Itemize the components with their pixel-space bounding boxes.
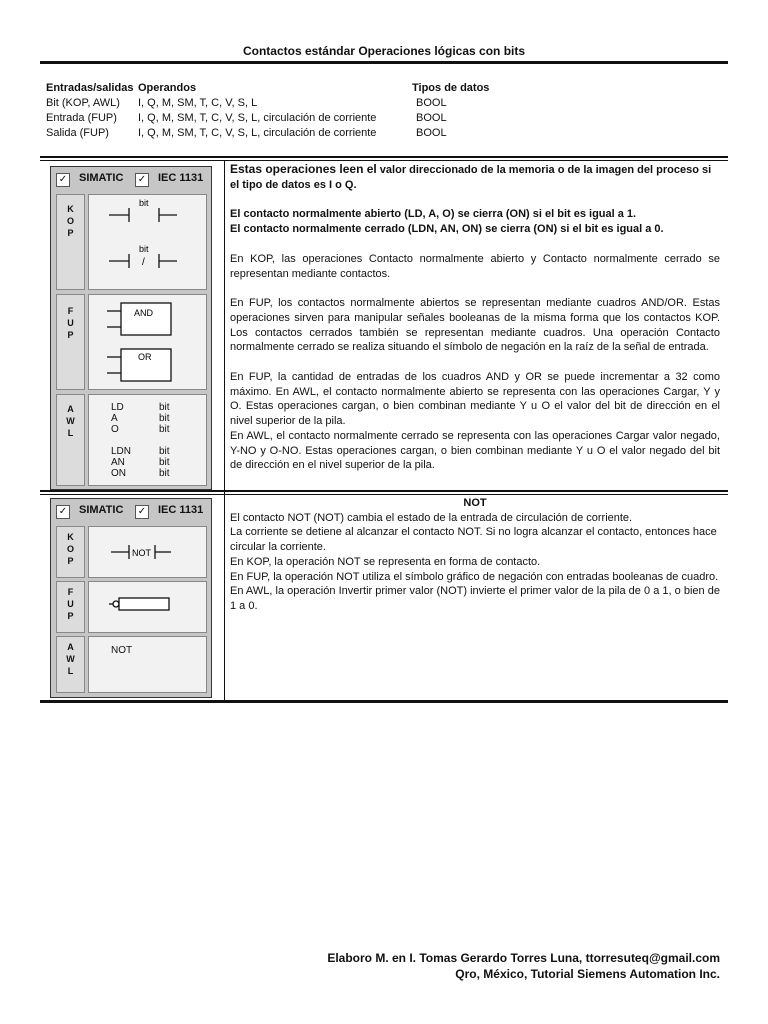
fup-label (56, 294, 85, 390)
fup-paragraph: En FUP, los contactos normalmente abiertos se representan mediante cuadros AND/OR. Estas operaciones sirven para manipular señales booleanas de la misma forma que los contactos KOP. Los contactos cerrados también se representan mediante cuadros. Una operación Contacto normalmente cerrado se realiza situando el símbolo de negación en la raíz de la señal de entrada. (230, 297, 720, 354)
not-p5: En AWL, la operación Invertir primer valor (NOT) invierte el primer valor de la pila de 0 a 1, o bien de 1 a 0. (230, 585, 720, 612)
row-type: BOOL (416, 112, 447, 124)
awl-letter: A (67, 404, 74, 414)
section1-top-rule-thin (40, 160, 728, 161)
section1-top-rule (40, 156, 728, 158)
header-operands: Operandos (138, 82, 197, 94)
fup-diagram (88, 294, 207, 390)
fup-letter: U (67, 599, 74, 609)
awl-operand: bit (159, 424, 170, 435)
section2-top-rule (40, 490, 728, 492)
not-heading: NOT (463, 497, 487, 509)
kop-contacts-icon (89, 195, 206, 289)
awl-op: AN (111, 457, 125, 468)
kop-letter: P (67, 556, 74, 566)
awl-not-op: NOT (111, 645, 133, 656)
fup2-paragraph: En FUP, la cantidad de entradas de los cuadros AND y OR se puede incrementar a 32 como máximo. En AWL, el contacto normalmente abierto se representa con las operaciones Cargar, Y y O. Estas operaciones cargan, o bien combinan mediante Y u O el valor del bit de dirección en el nivel superior de la pila. (230, 371, 720, 428)
simatic-label: SIMATIC (79, 172, 124, 184)
fup-letter: F (67, 587, 74, 597)
kop-not-label: NOT (132, 548, 151, 558)
row-operands: I, Q, M, SM, T, C, V, S, L, circulación de corriente (138, 112, 377, 124)
section1-text (230, 162, 720, 473)
awl-listing (88, 394, 207, 486)
fup-letter: P (67, 330, 74, 340)
kop-paragraph: En KOP, las operaciones Contacto normalmente abierto y Contacto normalmente cerrado se representan mediante contactos. (230, 252, 720, 280)
kop-letter: O (66, 216, 74, 226)
awl-letter: L (67, 666, 74, 676)
row-io: Salida (FUP) (46, 127, 109, 139)
kop-letter: K (67, 532, 74, 542)
not-p2: La corriente se detiene al alcanzar el contacto NOT. Si no logra alcanzar el contacto, entonces hace circular la corriente. (230, 526, 717, 554)
kop-label (56, 526, 85, 578)
row-io: Entrada (FUP) (46, 112, 117, 124)
awl-op: LDN (111, 446, 132, 457)
not-p4: En FUP, la operación NOT utiliza el símbolo gráfico de negación con entradas booleanas de cuadro. (230, 570, 719, 583)
kop-letter: K (67, 204, 74, 214)
awl-label (56, 636, 85, 693)
fup-and-label: AND (134, 308, 154, 318)
section2-top-rule-thin (40, 494, 728, 495)
awl-letter: L (67, 428, 74, 438)
row-type: BOOL (416, 127, 447, 139)
simatic-panel-contacts (50, 166, 212, 490)
awl-operand: bit (159, 413, 170, 424)
no-contact-text: El contacto normalmente abierto (LD, A, O) se cierra (ON) si el bit es igual a 1. (230, 208, 637, 221)
not-p3: En KOP, la operación NOT se representa en forma de contacto. (230, 555, 541, 568)
kop-letter: O (66, 544, 74, 554)
awl-not-listing (88, 636, 207, 693)
simatic-panel-not (50, 498, 212, 698)
simatic-check-icon[interactable]: ✓ (56, 505, 70, 519)
awl-op: LD (111, 402, 124, 413)
awl-letter: A (67, 642, 74, 652)
kop-bit-label: bit (139, 198, 149, 208)
kop-letter: P (67, 228, 74, 238)
row-io: Bit (KOP, AWL) (46, 97, 120, 109)
section2-text (230, 496, 720, 614)
awl-op: O (111, 424, 119, 435)
awl-mnemonics (111, 402, 131, 479)
section1-intro (230, 162, 720, 192)
nc-contact-text: El contacto normalmente cerrado (LDN, AN, ON) se cierra (ON) si el bit es igual a 0. (230, 223, 664, 236)
awl-letter: W (66, 654, 75, 664)
awl-label (56, 394, 85, 486)
fup-letter: P (67, 611, 74, 621)
title-rule (40, 61, 728, 64)
fup-letter: U (67, 318, 74, 328)
iec-check-icon[interactable]: ✓ (135, 173, 149, 187)
header-io: Entradas/salidas (46, 82, 134, 94)
awl-op: ON (111, 468, 126, 479)
simatic-label: SIMATIC (79, 504, 124, 516)
not-p1: El contacto NOT (NOT) cambia el estado de la entrada de circulación de corriente. (230, 511, 633, 524)
iec-check-icon[interactable]: ✓ (135, 505, 149, 519)
awl-letter: W (66, 416, 75, 426)
simatic-check-icon[interactable]: ✓ (56, 173, 70, 187)
fup-label (56, 581, 85, 633)
kop-not-contact-icon (89, 527, 206, 577)
awl-operand: bit (159, 446, 170, 457)
fup-not-diagram (88, 581, 207, 633)
header-types: Tipos de datos (412, 82, 490, 94)
intro-rest: valor direccionado de la memoria o de la imagen del proceso si el tipo de datos es I o Q. (230, 164, 712, 191)
row-operands: I, Q, M, SM, T, C, V, S, L (138, 97, 258, 109)
section2-bottom-rule (40, 700, 728, 703)
footer-location: Qro, México, Tutorial Siemens Automation Inc. (455, 967, 720, 981)
kop-bit-label: bit (139, 244, 149, 254)
iec-label: IEC 1131 (158, 504, 204, 516)
awl-op: A (111, 413, 118, 424)
iec-label: IEC 1131 (158, 172, 204, 184)
footer-author: Elaboro M. en I. Tomas Gerardo Torres Luna, ttorresuteq@gmail.com (327, 951, 720, 965)
row-operands: I, Q, M, SM, T, C, V, S, L, circulación de corriente (138, 127, 377, 139)
kop-not-diagram (88, 526, 207, 578)
intro-lead: Estas operaciones leen el (230, 162, 377, 176)
fup-negation-icon (89, 582, 206, 632)
awl-operand: bit (159, 457, 170, 468)
awl-operand: bit (159, 468, 170, 479)
footer-credits (327, 950, 720, 982)
page-title: Contactos estándar Operaciones lógicas con bits (242, 44, 526, 58)
fup-or-label: OR (138, 352, 152, 362)
fup-gates-icon (89, 295, 206, 389)
fup-letter: F (67, 306, 74, 316)
row-type: BOOL (416, 97, 447, 109)
column-divider (224, 160, 225, 700)
kop-negation-slash: / (142, 257, 145, 268)
kop-diagram (88, 194, 207, 290)
awl-operand: bit (159, 402, 170, 413)
kop-label (56, 194, 85, 290)
awl-operands (159, 402, 170, 479)
awl-paragraph: En AWL, el contacto normalmente cerrado se representa con las operaciones Cargar valor negado, Y-NO y O-NO. Estas operaciones cargan, o bien combinan mediante Y u O el valor negado del bit de dirección en el nivel superior de la pila. (230, 429, 720, 472)
